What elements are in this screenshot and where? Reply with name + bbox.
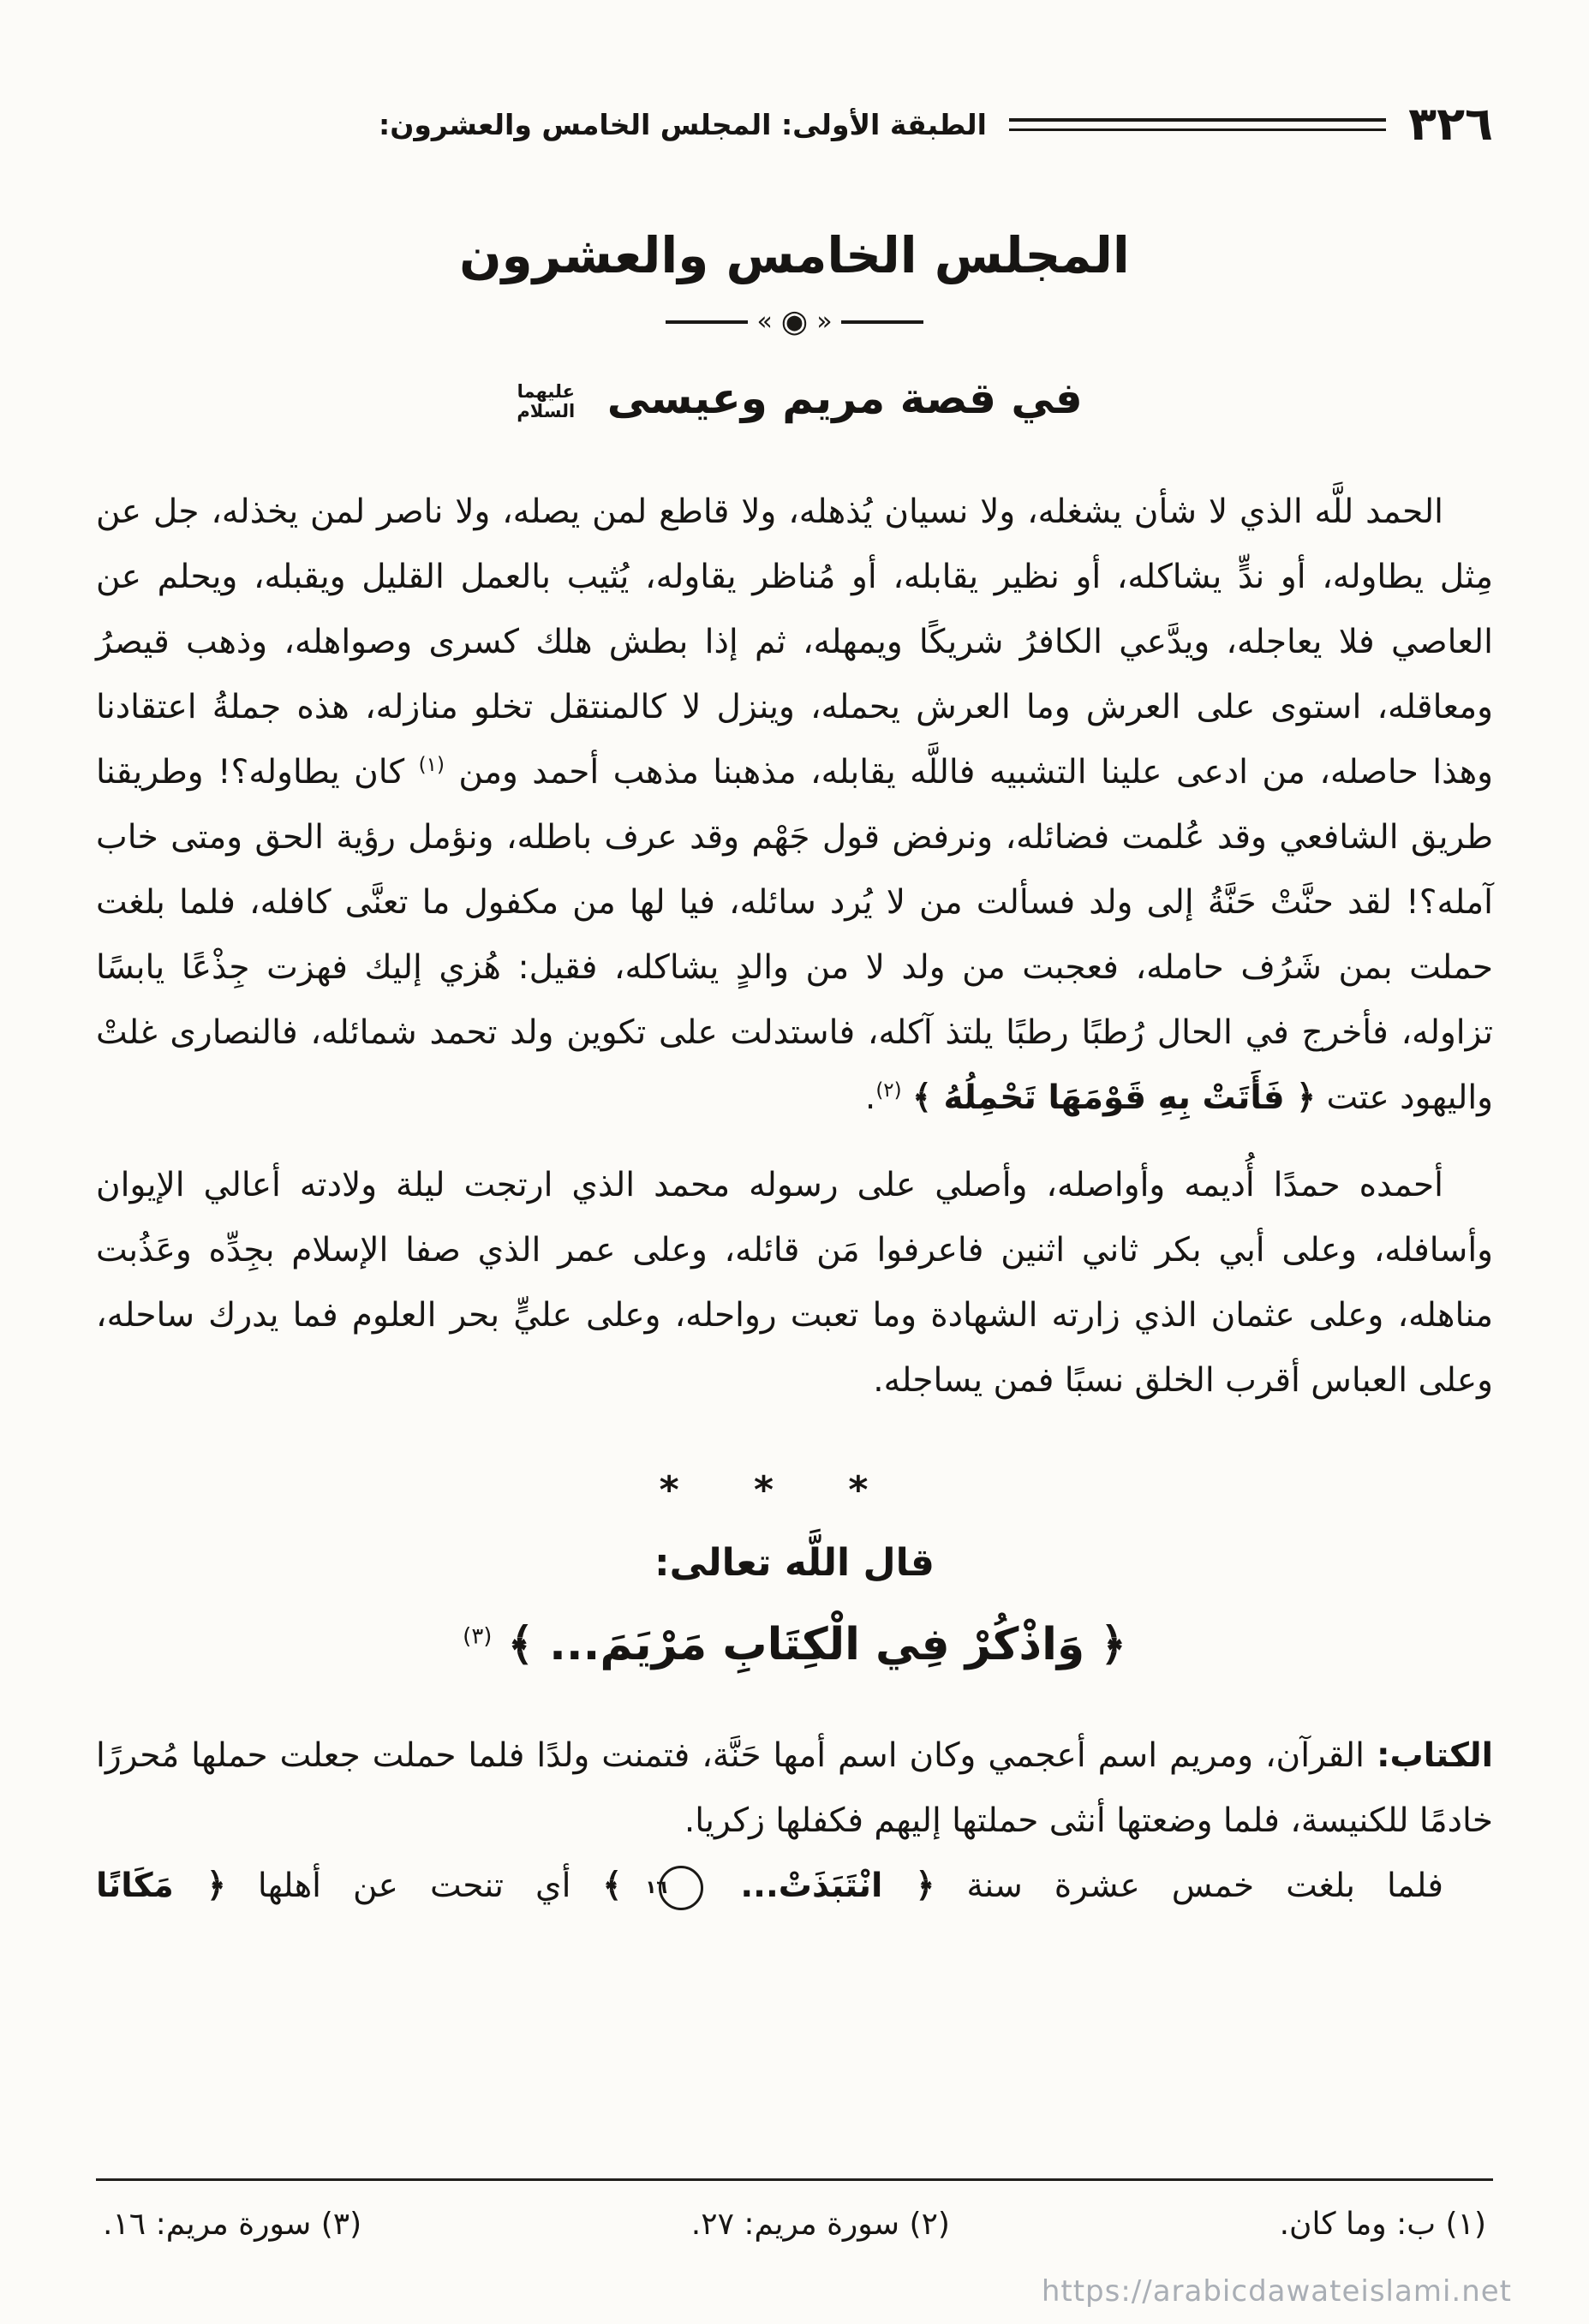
footnote-ref-2: (٢) bbox=[875, 1079, 902, 1102]
subtitle-text: في قصة مريم وعيسى bbox=[606, 373, 1083, 423]
paragraph-text: القرآن، ومريم اسم أعجمي وكان اسم أمها حَنَّة، فتمنت ولدًا فلما حملت جعلت حملها مُحررًا خادمًا للكنيسة، فلما وضعتها أنثى حملتها إليهم فكفلها زكريا. bbox=[96, 1736, 1493, 1840]
paragraph-text: كان يطاوله؟! وطريقنا طريق الشافعي وقد عُلمت فضائله، ونرفض قول جَهْم وقد عرف باطله، ونؤمل رؤية الحق ومتى خاب آمله؟! لقد حنَّتْ حَنَّةُ إلى ولد فسألت من لا يُرد سائله، فيا لها من مكفول ما تعنَّى كافله، فلما بلغت حملت بمن شَرُف حامله، فعجبت من ولد لا من والدٍ يشاكله، فقيل: هُزي إليك فهزت جِذْعًا يابسًا تزاوله، فأخرج في الحال رُطبًا رطبًا يلتذ آكله، فاستدلت على تكوين ولد تحمد شمائله، فالنصارى غلتْ واليهود عتت bbox=[96, 753, 1493, 1117]
quran-verse-close-bracket: ﴾ bbox=[602, 1867, 623, 1905]
ornament-divider bbox=[96, 304, 1493, 339]
paragraph-commentary-continued bbox=[96, 1854, 1493, 1919]
quran-verse-block bbox=[96, 1619, 1493, 1670]
footnote-ref-1: (١) bbox=[418, 754, 445, 776]
quran-verse-fragment: ﴿ انْتَبَذَتْ... bbox=[740, 1867, 935, 1905]
header-rule bbox=[1009, 118, 1386, 131]
quran-verse-inline: ﴿ فَأَتَتْ بِهِ قَوْمَهَا تَحْمِلُهُ ﴾ bbox=[912, 1078, 1317, 1117]
footnote-ref-3: (٣) bbox=[463, 1623, 493, 1650]
paragraph-praise bbox=[96, 480, 1493, 1131]
page-header bbox=[96, 97, 1493, 151]
ornament-rosette-icon: ◉ bbox=[780, 304, 809, 339]
footnote-area bbox=[96, 2178, 1493, 2242]
paragraph-text: . bbox=[864, 1078, 876, 1117]
watermark-url: https://arabicdawateislami.net bbox=[1041, 2274, 1512, 2309]
ayah-end-icon: ١٦ bbox=[659, 1866, 703, 1910]
quran-verse-fragment: ﴿ مَكَانًا bbox=[96, 1867, 226, 1905]
quote-intro: قال اللَّه تعالى: bbox=[654, 1541, 935, 1585]
footnotes-row bbox=[96, 2181, 1493, 2242]
ornament-bracket-icon: » bbox=[756, 307, 773, 337]
paragraph-text: الحمد للَّه الذي لا شأن يشغله، ولا نسيان يُذهله، ولا قاطع لمن يصله، ولا ناصر لمن يخذله، جل عن مِثل يطاوله، أو ندٍّ يشاكله، أو نظير يقابله، أو مُناظر يقاوله، يُثيب بالعمل القليل ويقبله، ويحلم عن العاصي فلا يعاجله، ويدَّعي الكافرُ شريكًا ويمهله، ثم إذا بطش هلك كسرى وصواهله، وذهب قيصرُ ومعاقله، استوى على العرش وما العرش يحمله، وينزل لا كالمنتقل تخلو منازله، هذه جملةُ اعتقادنا وهذا حاصله، من ادعى علينا التشبيه فاللَّه يقابله، مذهبنا مذهب أحمد ومن bbox=[96, 493, 1494, 792]
ornament-line-icon bbox=[841, 320, 923, 324]
chapter-title: المجلس الخامس والعشرون bbox=[459, 226, 1130, 284]
paragraph-commentary bbox=[96, 1724, 1493, 1854]
paragraph-text: فلما بلغت خمس عشرة سنة bbox=[966, 1867, 1444, 1905]
running-head: الطبقة الأولى: المجلس الخامس والعشرون: bbox=[379, 107, 987, 141]
ornament-bracket-icon: « bbox=[816, 307, 833, 337]
section-subtitle bbox=[96, 373, 1493, 423]
page-number: ٣٢٦ bbox=[1408, 97, 1493, 151]
paragraph-text: أي تنحت عن أهلها bbox=[257, 1867, 571, 1905]
paragraph-salutation: أحمده حمدًا أُديمه وأواصله، وأصلي على رسوله محمد الذي ارتجت ليلة ولادته أعالي الإيوان وأسافله، وعلى أبي بكر ثاني اثنين فاعرفوا مَن قائله، وعلى عمر الذي صفا الإسلام بجِدِّه وعَذُبت مناهله، وعلى عثمان الذي زارته الشهادة وما تعبت رواحله، وعلى عليٍّ بحر العلوم فما يدرك ساحله، وعلى العباس أقرب الخلق نسبًا فمن يساجله. bbox=[96, 1166, 1493, 1400]
footnote-1: (١) ب: وما كان. bbox=[1279, 2207, 1486, 2242]
footnote-2: (٢) سورة مريم: ٢٧. bbox=[690, 2207, 950, 2242]
honorific-mark: عليهما السلام bbox=[517, 380, 576, 421]
section-separator: * * * bbox=[659, 1468, 899, 1512]
ornament-line-icon bbox=[666, 320, 748, 324]
footnote-3: (٣) سورة مريم: ١٦. bbox=[103, 2207, 362, 2242]
quran-verse-text: ﴿ وَاذْكُرْ فِي الْكِتَابِ مَرْيَمَ... ﴾ bbox=[507, 1619, 1126, 1670]
lead-word: الكتاب: bbox=[1376, 1736, 1493, 1775]
